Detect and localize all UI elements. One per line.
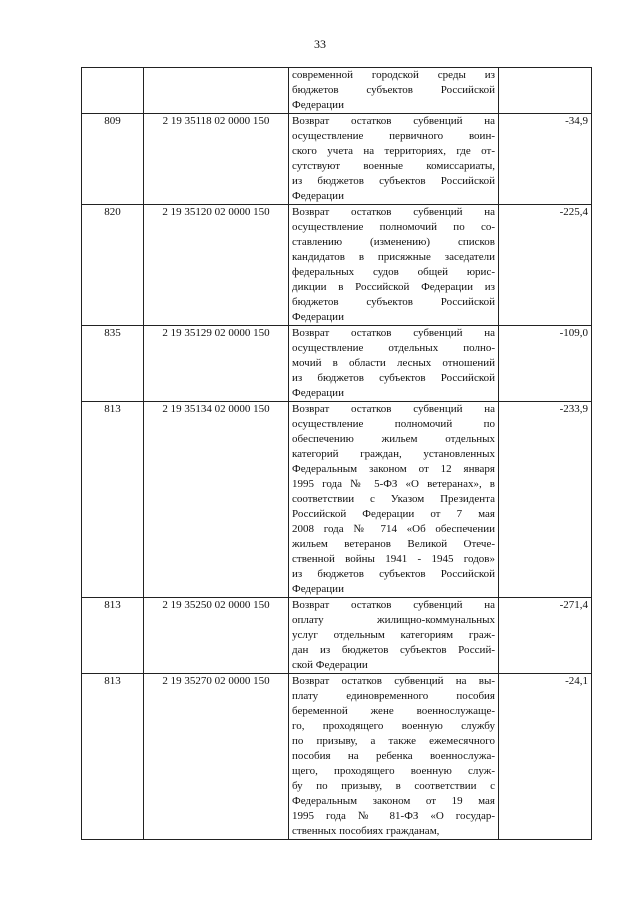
income-name-line: федеральных судов общей юрис-	[292, 266, 495, 278]
income-name-line: ской Федерации	[292, 659, 368, 671]
income-name-line: из бюджетов субъектов Российской	[292, 568, 495, 580]
table-row	[82, 326, 592, 402]
income-name-line: категорий граждан, установленных	[292, 448, 495, 460]
income-name-line: 1995 года № 81-ФЗ «О государ-	[292, 810, 495, 822]
income-name-line: Федеральным законом от 19 мая	[292, 795, 495, 807]
income-name-cell	[289, 114, 499, 205]
admin-code-cell: 813	[82, 598, 144, 674]
income-name-line: беременной жене военнослужаще-	[292, 705, 495, 717]
admin-code-cell: 820	[82, 205, 144, 326]
budget-table	[81, 67, 592, 840]
income-name-line: Федерации	[292, 583, 344, 595]
table-body	[82, 68, 592, 840]
income-name-line: Возврат остатков субвенций на	[292, 403, 495, 415]
admin-code-cell: 809	[82, 114, 144, 205]
table-row	[82, 598, 592, 674]
amount-cell: -233,9	[499, 402, 592, 598]
budget-code-cell	[144, 68, 289, 114]
income-name-line: из бюджетов субъектов Российской	[292, 175, 495, 187]
income-name-cell	[289, 598, 499, 674]
income-name-line: Федеральным законом от 12 января	[292, 463, 495, 475]
income-name-line: Возврат остатков субвенций на вы-	[292, 675, 495, 687]
income-name-line: осуществление отдельных полно-	[292, 342, 495, 354]
income-name-line: Возврат остатков субвенций на	[292, 599, 495, 611]
income-name-line: 2008 года № 714 «Об обеспечении	[292, 523, 495, 535]
income-name-cell	[289, 402, 499, 598]
table-row	[82, 68, 592, 114]
admin-code-cell	[82, 68, 144, 114]
income-name-line: осуществление полномочий по со-	[292, 221, 495, 233]
income-name-line: дан из бюджетов субъектов Россий-	[292, 644, 495, 656]
income-name-line: современной городской среды из	[292, 69, 495, 81]
income-name-line: кандидатов в присяжные заседатели	[292, 251, 495, 263]
income-name-line: Российской Федерации от 7 мая	[292, 508, 495, 520]
income-name-line: Федерации	[292, 99, 344, 111]
income-name-line: оплату жилищно-коммунальных	[292, 614, 495, 626]
income-name-line: по призыву, а также ежемесячного	[292, 735, 495, 747]
admin-code-cell: 813	[82, 402, 144, 598]
income-name-line: из бюджетов субъектов Российской	[292, 372, 495, 384]
income-name-cell	[289, 68, 499, 114]
table-row	[82, 205, 592, 326]
amount-cell: -271,4	[499, 598, 592, 674]
income-name-line: осуществление первичного воин-	[292, 130, 495, 142]
budget-code-cell: 2 19 35134 02 0000 150	[144, 402, 289, 598]
income-name-cell	[289, 205, 499, 326]
budget-code-cell: 2 19 35270 02 0000 150	[144, 674, 289, 840]
income-name-line: сутствуют военные комиссариаты,	[292, 160, 495, 172]
income-name-line: Возврат остатков субвенций на	[292, 327, 495, 339]
income-name-line: 1995 года № 5-ФЗ «О ветеранах», в	[292, 478, 495, 490]
income-name-line: Возврат остатков субвенций на	[292, 206, 495, 218]
income-name-line: ственных пособиях гражданам,	[292, 825, 440, 837]
income-name-line: осуществление полномочий по	[292, 418, 495, 430]
income-name-cell	[289, 674, 499, 840]
budget-code-cell: 2 19 35118 02 0000 150	[144, 114, 289, 205]
income-name-line: плату единовременного пособия	[292, 690, 495, 702]
income-name-line: мочий в области лесных отношений	[292, 357, 495, 369]
income-name-line: пособия на ребенка военнослужа-	[292, 750, 495, 762]
admin-code-cell: 813	[82, 674, 144, 840]
income-name-line: бюджетов субъектов Российской	[292, 84, 495, 96]
income-name-line: ставлению (изменению) списков	[292, 236, 495, 248]
table-row	[82, 114, 592, 205]
income-name-cell	[289, 326, 499, 402]
page-number: 33	[314, 37, 326, 51]
income-name-line: го, проходящего военную службу	[292, 720, 495, 732]
income-name-line: жильем ветеранов Великой Отече-	[292, 538, 495, 550]
amount-cell	[499, 68, 592, 114]
income-name-line: Федерации	[292, 311, 344, 323]
income-name-line: бюджетов субъектов Российской	[292, 296, 495, 308]
income-name-line: щего, проходящего военную служ-	[292, 765, 495, 777]
income-name-line: соответствии с Указом Президента	[292, 493, 495, 505]
income-name-line: ского учета на территориях, где от-	[292, 145, 495, 157]
income-name-line: услуг отдельным категориям граж-	[292, 629, 495, 641]
income-name-line: дикции в Российской Федерации из	[292, 281, 495, 293]
amount-cell: -109,0	[499, 326, 592, 402]
budget-code-cell: 2 19 35129 02 0000 150	[144, 326, 289, 402]
table-row	[82, 674, 592, 840]
table-row	[82, 402, 592, 598]
income-name-line: Федерации	[292, 190, 344, 202]
budget-code-cell: 2 19 35120 02 0000 150	[144, 205, 289, 326]
income-name-line: обеспечению жильем отдельных	[292, 433, 495, 445]
income-name-line: ственной войны 1941 - 1945 годов»	[292, 553, 495, 565]
income-name-line: бу по призыву, в соответствии с	[292, 780, 495, 792]
income-name-line: Федерации	[292, 387, 344, 399]
income-name-line: Возврат остатков субвенций на	[292, 115, 495, 127]
amount-cell: -24,1	[499, 674, 592, 840]
budget-code-cell: 2 19 35250 02 0000 150	[144, 598, 289, 674]
amount-cell: -225,4	[499, 205, 592, 326]
admin-code-cell: 835	[82, 326, 144, 402]
amount-cell: -34,9	[499, 114, 592, 205]
